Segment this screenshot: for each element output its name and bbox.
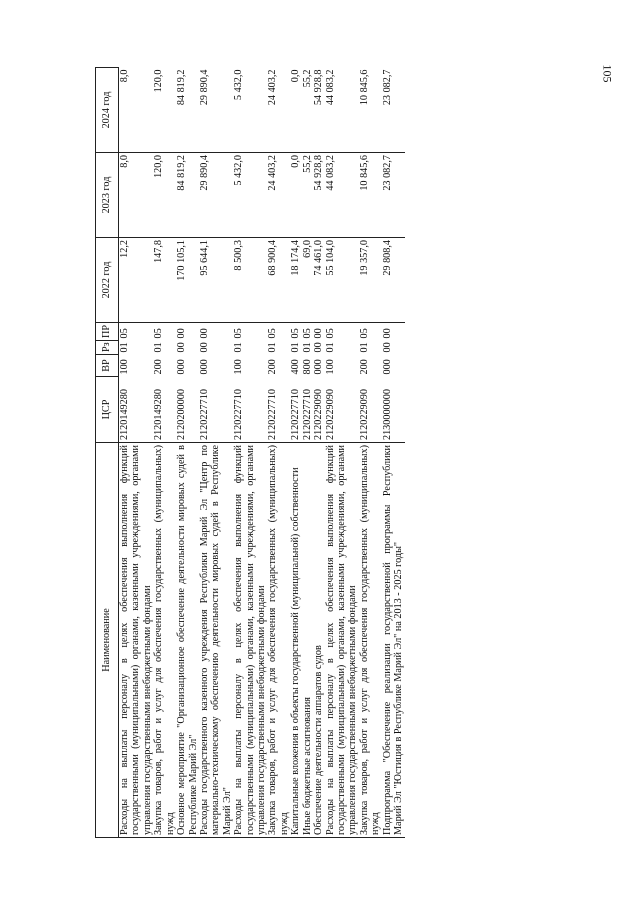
table-row	[233, 68, 267, 838]
value-2023-cell: 8,0	[119, 153, 154, 238]
name-cell: Закупка товаров, работ и услуг для обеспечения государственных (муниципальных) нужд	[267, 443, 290, 838]
value-2022-cell: 18 174,4	[290, 238, 301, 323]
vr-cell: 100	[119, 359, 130, 375]
header-2022: 2022 год	[96, 238, 119, 323]
value-2024-cell: 8,0	[119, 68, 154, 153]
value-2023-cell: 5 432,0	[233, 153, 267, 238]
header-vr: ВР	[96, 355, 119, 377]
table-body	[119, 68, 405, 838]
pr-cell: 05	[290, 328, 302, 339]
value-2023-cell: 24 403,2	[267, 153, 290, 238]
value-2022-cell: 170 105,1	[176, 238, 199, 323]
name-cell: Расходы государственного казенного учреждения Республики Марий Эл "Центр по материально-техническому обеспечению деятельности мировых судей в Республике Марий Эл"	[199, 443, 233, 838]
name-cell: Подпрограмма "Обеспечение реализации государственной программы Республики Марий Эл "Юстиция в Республике Марий Эл" на 2013 - 2025 годы"	[382, 443, 405, 838]
value-2023-cell: 55,2	[302, 153, 313, 238]
value-2023-cell: 0,0	[290, 153, 301, 238]
pr-cell: 05	[301, 328, 313, 339]
value-2022-cell: 8 500,3	[233, 238, 267, 323]
csr-cell: 2120229090	[325, 377, 359, 443]
vr-cell: 400	[290, 359, 302, 375]
vr-cell: 200	[267, 359, 279, 375]
rz-cell: 00	[381, 342, 393, 353]
pr-cell: 05	[153, 328, 165, 339]
table-row	[325, 68, 359, 838]
name-cell: Капитальные вложения в объекты государственной (муниципальной) собственности	[290, 443, 301, 838]
value-2023-cell: 29 890,4	[199, 153, 233, 238]
value-2024-cell: 10 845,6	[359, 68, 382, 153]
csr-cell: 2120229090	[313, 377, 324, 443]
vr-cell: 800	[301, 359, 313, 375]
value-2024-cell: 120,0	[153, 68, 176, 153]
rz-cell: 00	[313, 342, 325, 353]
csr-cell: 2120229090	[359, 377, 382, 443]
pr-cell: 00	[313, 328, 325, 339]
csr-cell: 2120149280	[153, 377, 176, 443]
value-2023-cell: 23 082,7	[382, 153, 405, 238]
name-cell: Закупка товаров, работ и услуг для обеспечения государственных (муниципальных) нужд	[359, 443, 382, 838]
vr-cell: 200	[358, 359, 370, 375]
rz-cell: 00	[176, 342, 188, 353]
name-cell: Закупка товаров, работ и услуг для обеспечения государственных (муниципальных) нужд	[153, 443, 176, 838]
pr-cell: 05	[358, 328, 370, 339]
pr-cell: 05	[324, 328, 336, 339]
value-2023-cell: 84 819,2	[176, 153, 199, 238]
table-row	[382, 68, 405, 838]
rz-cell: 01	[301, 342, 313, 353]
name-cell: Основное мероприятие "Организационное обеспечение деятельности мировых судей в Республике Марий Эл"	[176, 443, 199, 838]
name-cell: Обеспечение деятельности аппаратов судов	[313, 443, 324, 838]
value-2022-cell: 12,2	[119, 238, 154, 323]
header-rz: Рз	[96, 341, 119, 355]
value-2024-cell: 29 890,4	[199, 68, 233, 153]
csr-cell: 2120200000	[176, 377, 199, 443]
value-2022-cell: 95 644,1	[199, 238, 233, 323]
rotated-document	[95, 68, 625, 838]
name-cell: Расходы на выплаты персоналу в целях обеспечения выполнения функций государственными (муниципальными) органами, казенными учреждениями, органами управления государственными внебюджетными фондами	[119, 443, 154, 838]
csr-cell: 2120227710	[267, 377, 290, 443]
value-2023-cell: 54 928,8	[313, 153, 324, 238]
pr-cell: 05	[119, 328, 130, 339]
value-2023-cell: 10 845,6	[359, 153, 382, 238]
value-2022-cell: 147,8	[153, 238, 176, 323]
value-2024-cell: 5 432,0	[233, 68, 267, 153]
value-2024-cell: 44 083,2	[325, 68, 359, 153]
pr-cell: 00	[176, 328, 188, 339]
header-pr: ПР	[96, 323, 119, 341]
csr-cell: 2120227710	[233, 377, 267, 443]
value-2024-cell: 55,2	[302, 68, 313, 153]
rz-cell: 01	[324, 342, 336, 353]
pr-cell: 00	[381, 328, 393, 339]
value-2022-cell: 69,0	[302, 238, 313, 323]
vr-cell: 200	[153, 359, 165, 375]
rz-cell: 01	[233, 342, 245, 353]
table-row	[302, 68, 313, 838]
value-2023-cell: 44 083,2	[325, 153, 359, 238]
value-2024-cell: 0,0	[290, 68, 301, 153]
csr-cell: 2120227710	[302, 377, 313, 443]
csr-cell: 2120227710	[199, 377, 233, 443]
table-row	[313, 68, 324, 838]
name-cell: Иные бюджетные ассигнования	[302, 443, 313, 838]
value-2024-cell: 54 928,8	[313, 68, 324, 153]
header-2023: 2023 год	[96, 153, 119, 238]
rz-cell: 01	[358, 342, 370, 353]
value-2022-cell: 19 357,0	[359, 238, 382, 323]
value-2023-cell: 120,0	[153, 153, 176, 238]
value-2024-cell: 23 082,7	[382, 68, 405, 153]
csr-cell: 2120149280	[119, 377, 154, 443]
vr-cell: 000	[198, 359, 210, 375]
header-name: Наименование	[96, 443, 119, 838]
page-number: 105	[600, 64, 615, 83]
table-row	[153, 68, 176, 838]
vr-cell: 100	[233, 359, 245, 375]
vr-cell: 000	[313, 359, 325, 375]
value-2022-cell: 29 808,4	[382, 238, 405, 323]
pr-cell: 05	[267, 328, 279, 339]
value-2024-cell: 24 403,2	[267, 68, 290, 153]
table-row	[290, 68, 301, 838]
rz-cell: 01	[290, 342, 302, 353]
rz-cell: 01	[153, 342, 165, 353]
budget-table	[95, 67, 405, 838]
name-cell: Расходы на выплаты персоналу в целях обеспечения выполнения функций государственными (муниципальными) органами, казенными учреждениями, органами управления государственными внебюджетными фондами	[233, 443, 267, 838]
table-row	[359, 68, 382, 838]
table-header-row	[96, 68, 119, 838]
csr-cell: 2130000000	[382, 377, 405, 443]
table-row	[267, 68, 290, 838]
rz-cell: 01	[267, 342, 279, 353]
header-csr: ЦСР	[96, 377, 119, 443]
name-cell: Расходы на выплаты персоналу в целях обеспечения выполнения функций государственными (муниципальными) органами, казенными учреждениями, органами управления государственными внебюджетными фондами	[325, 443, 359, 838]
rz-cell: 01	[119, 342, 130, 353]
vr-cell: 100	[324, 359, 336, 375]
value-2022-cell: 55 104,0	[325, 238, 359, 323]
header-2024: 2024 год	[96, 68, 119, 153]
vr-cell: 000	[176, 359, 188, 375]
value-2024-cell: 84 819,2	[176, 68, 199, 153]
table-row	[199, 68, 233, 838]
pr-cell: 05	[233, 328, 245, 339]
rz-cell: 00	[198, 342, 210, 353]
value-2022-cell: 74 461,0	[313, 238, 324, 323]
vr-cell: 000	[381, 359, 393, 375]
csr-cell: 2120227710	[290, 377, 301, 443]
pr-cell: 00	[198, 328, 210, 339]
value-2022-cell: 68 900,4	[267, 238, 290, 323]
table-row	[176, 68, 199, 838]
table-row	[119, 68, 154, 838]
